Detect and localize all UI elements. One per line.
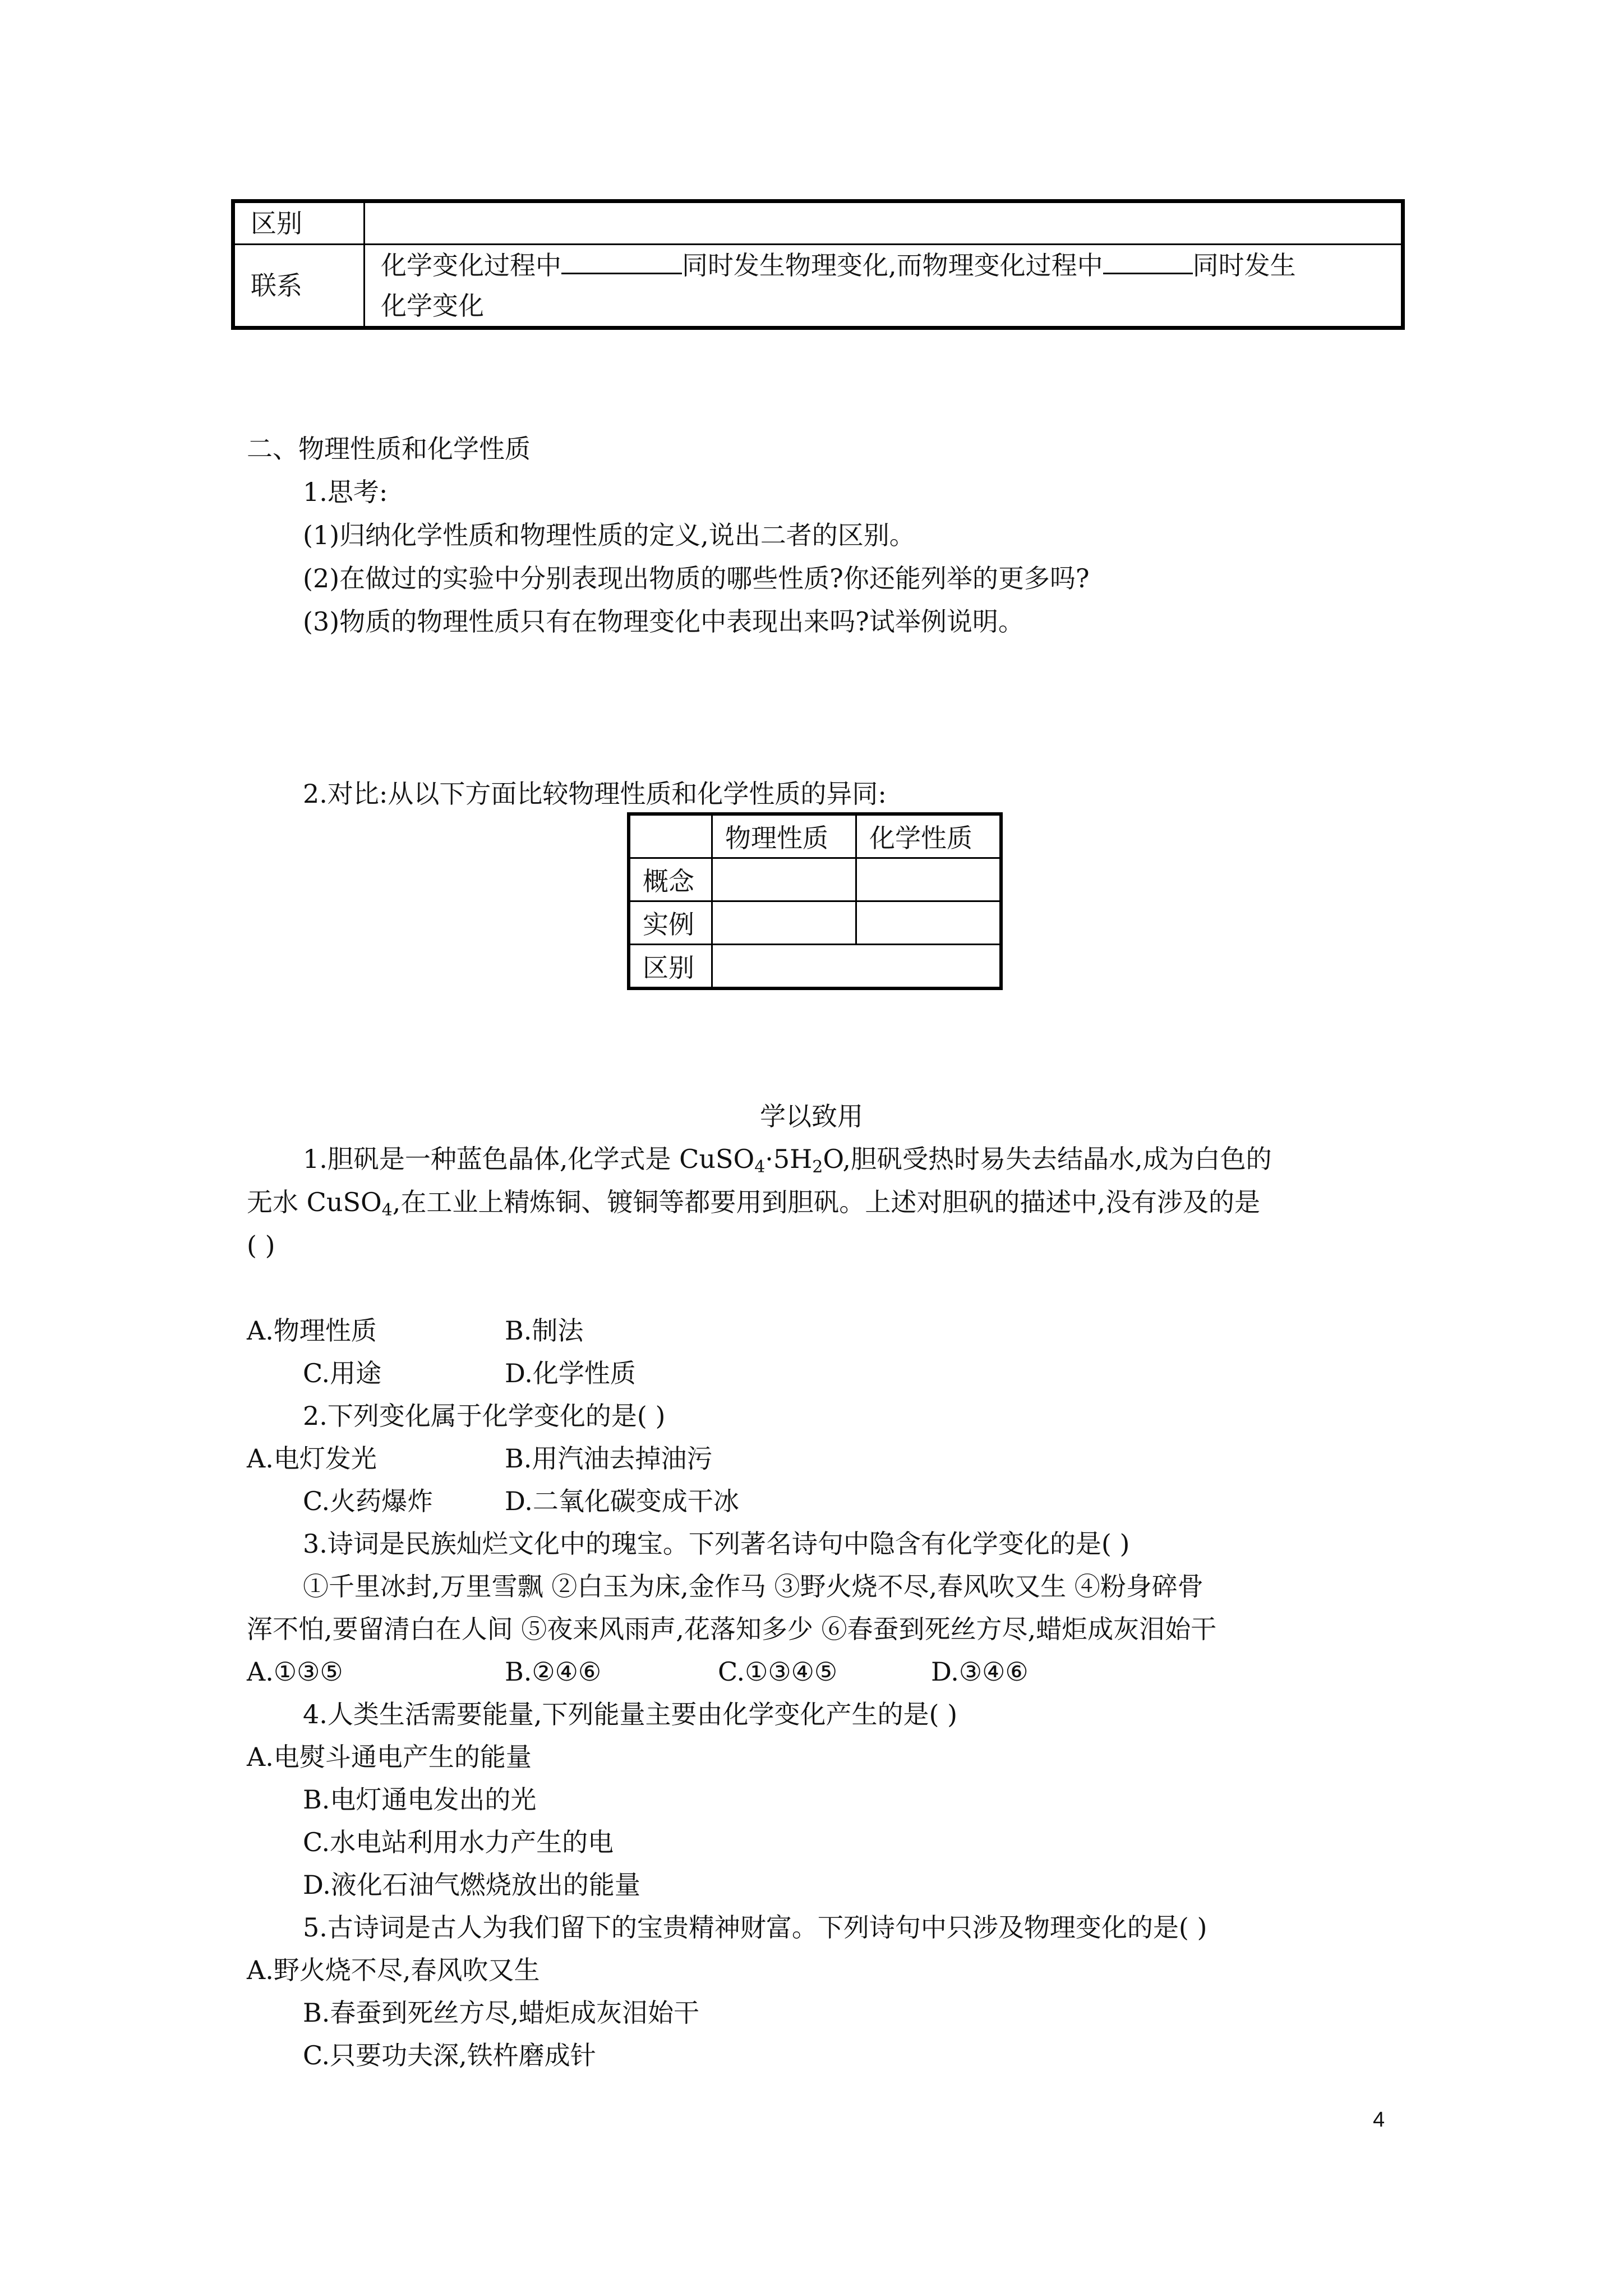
header-physical: 物理性质 (712, 814, 856, 858)
answer-blank[interactable] (1103, 250, 1193, 274)
q1-text: 无水 CuSO (247, 1187, 382, 1217)
question-3: (3)物质的物理性质只有在物理变化中表现出来吗?试举例说明。 (303, 606, 1024, 637)
table-cell (712, 945, 1002, 989)
question-4-stem: 4.人类生活需要能量,下列能量主要由化学变化产生的是( ) (303, 1699, 958, 1729)
q3-option-b: B.②④⑥ (505, 1657, 602, 1687)
q2-option-c: C.火药爆炸 (303, 1486, 434, 1516)
q1-option-d: D.化学性质 (505, 1358, 636, 1388)
q5-option-b: B.春蚕到死丝方尽,蜡炬成灰泪始干 (303, 1998, 700, 2028)
connection-cell (365, 245, 1403, 328)
apply-title: 学以致用 (760, 1101, 863, 1131)
q3-poems-line2: 浑不怕,要留清白在人间 ⑤夜来风雨声,花落知多少 ⑥春蚕到死丝方尽,蜡炬成灰泪始干 (247, 1614, 1217, 1644)
table-row (629, 945, 1001, 989)
difference-connection-table (231, 199, 1405, 330)
connection-text-2: 同时发生物理变化,而物理变化过程中 (682, 250, 1103, 280)
q2-option-a: A.电灯发光 (247, 1443, 377, 1474)
q1-paren: ( ) (247, 1230, 275, 1260)
question-3-stem: 3.诗词是民族灿烂文化中的瑰宝。下列著名诗句中隐含有化学变化的是( ) (303, 1529, 1130, 1559)
q3-option-a: A.①③⑤ (247, 1657, 343, 1687)
row-label: 实例 (629, 901, 712, 945)
table-cell (856, 901, 1002, 945)
row-label: 区别 (629, 945, 712, 989)
q5-option-c: C.只要功夫深,铁杵磨成针 (303, 2040, 596, 2070)
compare-table (627, 812, 1003, 990)
subscript: 4 (754, 1157, 766, 1177)
q1-text: ,在工业上精炼铜、镀铜等都要用到胆矾。上述对胆矾的描述中,没有涉及的是 (392, 1187, 1261, 1217)
table-cell (712, 858, 856, 901)
page-number: 4 (1373, 2108, 1385, 2132)
q5-option-a: A.野火烧不尽,春风吹又生 (247, 1955, 540, 1985)
q4-option-c: C.水电站利用水力产生的电 (303, 1827, 614, 1857)
subscript: 4 (381, 1200, 393, 1220)
header-chemical: 化学性质 (856, 814, 1002, 858)
row-header-difference: 区别 (233, 201, 365, 245)
question-2-stem: 2.下列变化属于化学变化的是( ) (303, 1401, 666, 1431)
table-cell (856, 858, 1002, 901)
table-row (629, 858, 1001, 901)
section-heading: 二、物理性质和化学性质 (247, 434, 531, 464)
header-empty (629, 814, 712, 858)
question-2: (2)在做过的实验中分别表现出物质的哪些性质?你还能列举的更多吗? (303, 563, 1090, 593)
table-cell (712, 901, 856, 945)
answer-blank[interactable] (561, 250, 682, 274)
q3-option-d: D.③④⑥ (931, 1657, 1029, 1687)
table-row (629, 814, 1001, 858)
q3-poems-line1: ①千里冰封,万里雪飘 ②白玉为床,金作马 ③野火烧不尽,春风吹又生 ④粉身碎骨 (303, 1571, 1204, 1602)
compare-label: 2.对比:从以下方面比较物理性质和化学性质的异同: (303, 779, 887, 809)
question-1: (1)归纳化学性质和物理性质的定义,说出二者的区别。 (303, 520, 915, 550)
q2-option-b: B.用汽油去掉油污 (505, 1443, 713, 1474)
table-row (233, 201, 1403, 245)
row-header-connection: 联系 (233, 245, 365, 328)
table-row (233, 245, 1403, 328)
q4-option-d: D.液化石油气燃烧放出的能量 (303, 1870, 640, 1900)
q3-option-c: C.①③④⑤ (718, 1657, 838, 1687)
connection-text-4: 化学变化 (381, 291, 484, 321)
row-label: 概念 (629, 858, 712, 901)
connection-text-3: 同时发生 (1192, 250, 1296, 280)
q2-option-d: D.二氧化碳变成干冰 (505, 1486, 739, 1516)
q1-text: O,胆矾受热时易失去结晶水,成为白色的 (823, 1144, 1272, 1174)
table-row (629, 901, 1001, 945)
connection-text-1: 化学变化过程中 (381, 250, 561, 280)
q1-text: ·5H (765, 1144, 813, 1174)
q1-option-a: A.物理性质 (247, 1315, 377, 1346)
q1-line2 (247, 1185, 1260, 1227)
think-label: 1.思考: (303, 477, 388, 507)
difference-cell (365, 201, 1403, 245)
q4-option-b: B.电灯通电发出的光 (303, 1784, 537, 1815)
q1-option-b: B.制法 (505, 1315, 584, 1346)
q1-line1 (303, 1142, 1272, 1184)
question-5-stem: 5.古诗词是古人为我们留下的宝贵精神财富。下列诗句中只涉及物理变化的是( ) (303, 1912, 1207, 1943)
subscript: 2 (812, 1157, 823, 1177)
q1-option-c: C.用途 (303, 1358, 382, 1388)
q4-option-a: A.电熨斗通电产生的能量 (247, 1742, 532, 1772)
q1-text: 1.胆矾是一种蓝色晶体,化学式是 CuSO (303, 1144, 755, 1174)
